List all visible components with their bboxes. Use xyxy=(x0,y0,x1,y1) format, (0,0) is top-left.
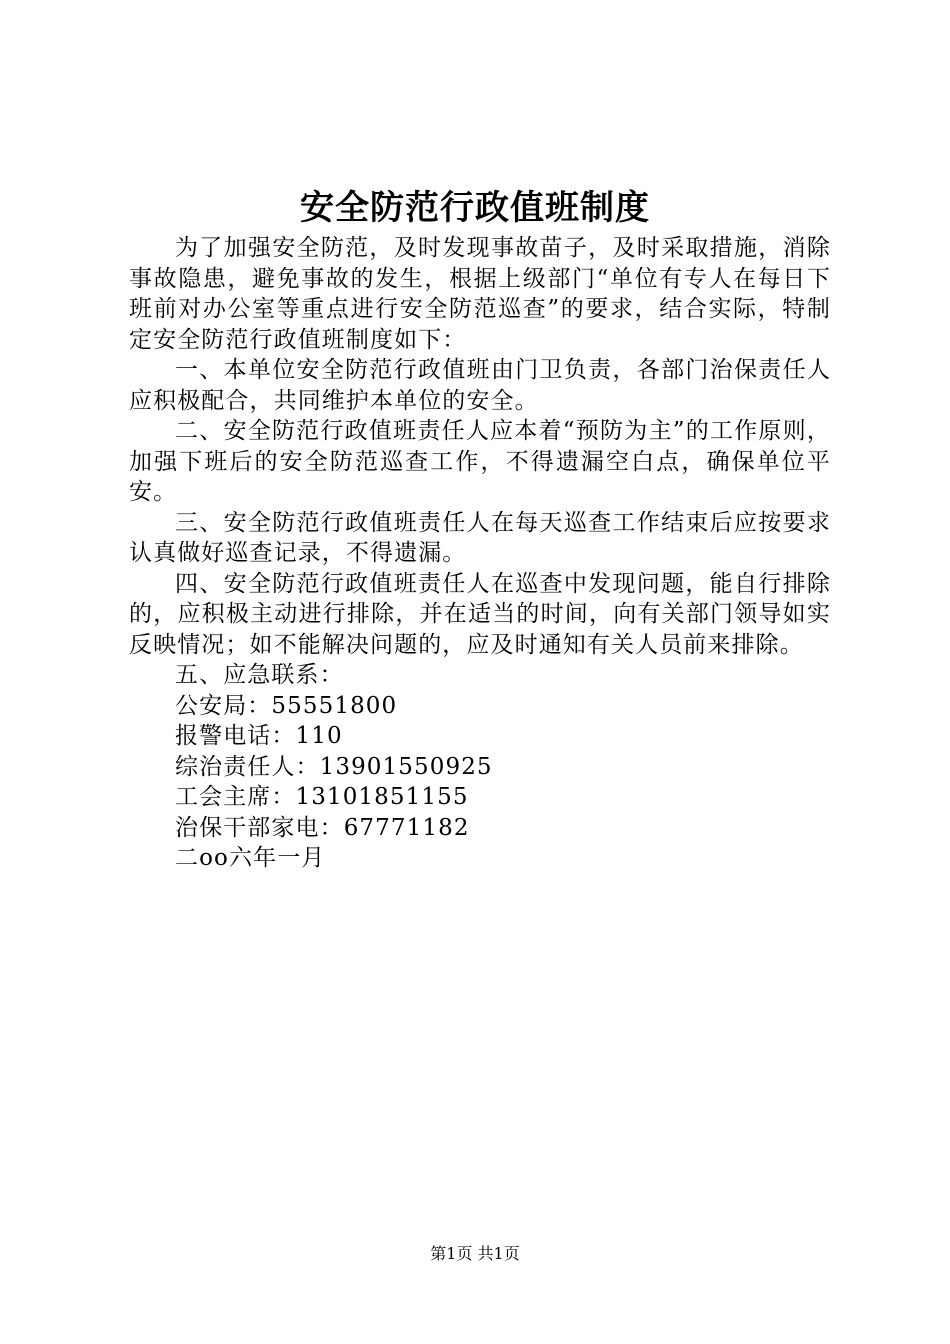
rule-paragraph-3: 三、安全防范行政值班责任人在每天巡查工作结束后应按要求认真做好巡查记录，不得遗漏。 xyxy=(129,509,831,566)
contact-security-cadre: 治保干部家电：67771182 xyxy=(175,814,470,841)
document-date: 二oo六年一月 xyxy=(175,845,326,871)
page-footer: 第1页 共1页 xyxy=(430,1244,520,1263)
contact-emergency: 报警电话：110 xyxy=(175,723,343,749)
rule-paragraph-2: 二、安全防范行政值班责任人应本着“预防为主”的工作原则，加强下班后的安全防范巡查工作，不得遗漏空白点，确保单位平安。 xyxy=(129,418,831,505)
contacts-heading: 五、应急联系： xyxy=(175,662,344,688)
rule-paragraph-1: 一、本单位安全防范行政值班由门卫负责，各部门治保责任人应积极配合，共同维护本单位的安全。 xyxy=(129,357,831,414)
document-body xyxy=(129,233,831,874)
intro-paragraph: 为了加强安全防范，及时发现事故苗子，及时采取措施，消除事故隐患，避免事故的发生，根据上级部门“单位有专人在每日下班前对办公室等重点进行安全防范巡查”的要求，结合实际，特制定安全防范行政值班制度如下： xyxy=(129,235,831,353)
contact-police: 公安局：55551800 xyxy=(175,692,398,719)
rule-paragraph-4: 四、安全防范行政值班责任人在巡查中发现问题，能自行排除的，应积极主动进行排除，并在适当的时间，向有关部门领导如实反映情况；如不能解决问题的，应及时通知有关人员前来排除。 xyxy=(129,570,831,658)
contact-union-chair: 工会主席：13101851155 xyxy=(175,784,469,810)
contact-security-officer: 综治责任人：13901550925 xyxy=(175,753,493,780)
document-title: 安全防范行政值班制度 xyxy=(300,188,650,228)
